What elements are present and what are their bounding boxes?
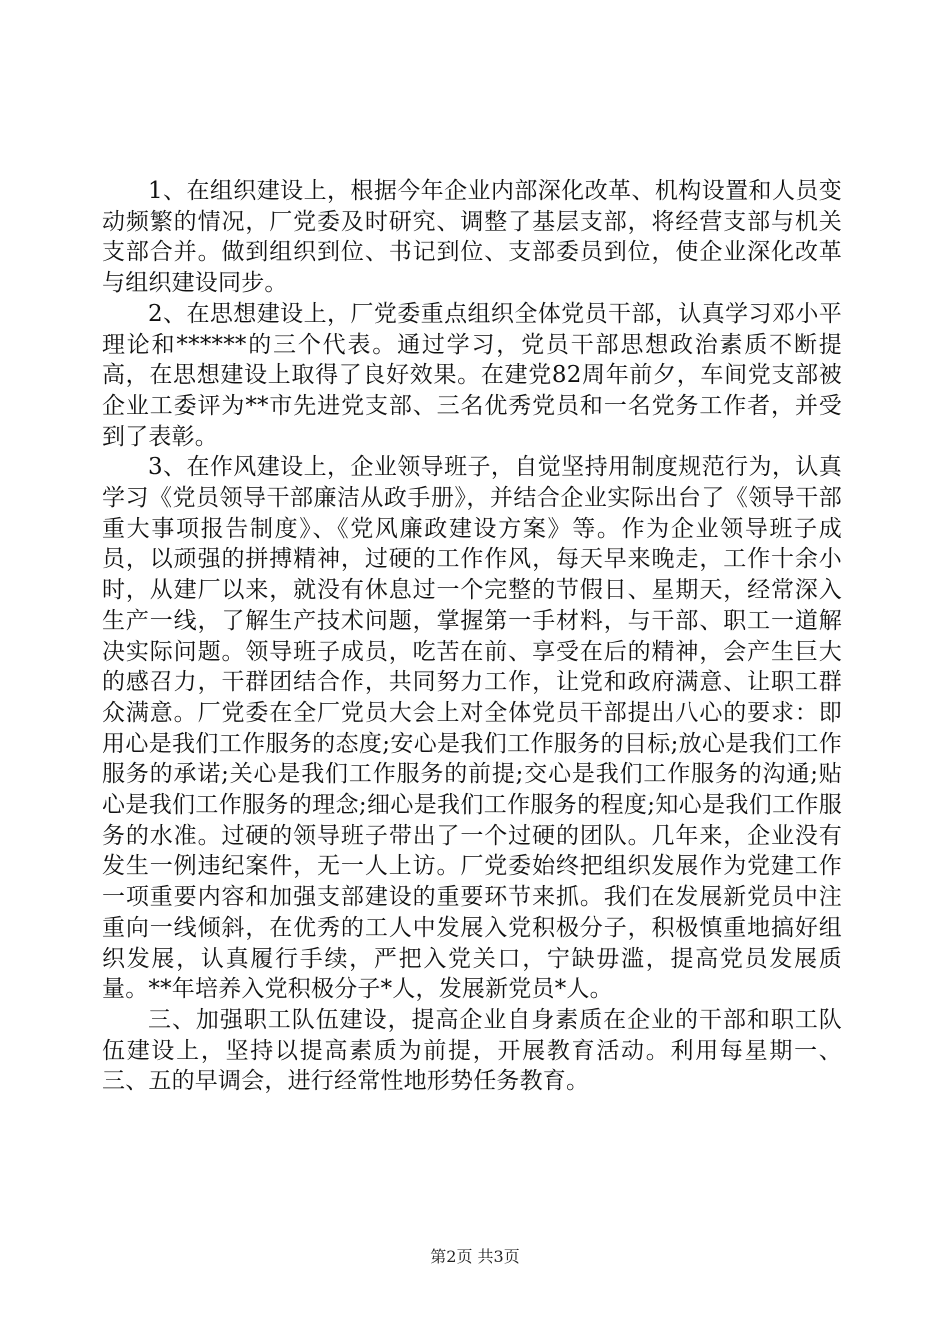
- page-footer: 第2页 共3页: [430, 1247, 520, 1266]
- document-body: [102, 176, 842, 1097]
- paragraph-ideology: 2、在思想建设上，厂党委重点组织全体党员干部，认真学习邓小平理论和******的三个代表。通过学习，党员干部思想政治素质不断提高，在思想建设上取得了良好效果。在建党82周年前夕，车间党支部被企业工委评为**市先进党支部、三名优秀党员和一名党务工作者，并受到了表彰。: [102, 300, 842, 450]
- paragraph-organization: 1、在组织建设上，根据今年企业内部深化改革、机构设置和人员变动频繁的情况，厂党委及时研究、调整了基层支部，将经营支部与机关支部合并。做到组织到位、书记到位、支部委员到位，使企业深化改革与组织建设同步。: [102, 178, 842, 297]
- paragraph-workforce: 三、加强职工队伍建设，提高企业自身素质在企业的干部和职工队伍建设上，坚持以提高素质为前提，开展教育活动。利用每星期一、三、五的早调会，进行经常性地形势任务教育。: [102, 1006, 842, 1095]
- paragraph-work-style: 3、在作风建设上，企业领导班子，自觉坚持用制度规范行为，认真学习《党员领导干部廉洁从政手册》，并结合企业实际出台了《领导干部重大事项报告制度》、《党风廉政建设方案》等。作为企业领导班子成员，以顽强的拼搏精神，过硬的工作作风，每天早来晚走，工作十余小时，从建厂以来，就没有休息过一个完整的节假日、星期天，经常深入生产一线，了解生产技术问题，掌握第一手材料，与干部、职工一道解决实际问题。领导班子成员，吃苦在前、享受在后的精神，会产生巨大的感召力，干群团结合作，共同努力工作，让党和政府满意、让职工群众满意。厂党委在全厂党员大会上对全体党员干部提出八心的要求：即用心是我们工作服务的态度;安心是我们工作服务的目标;放心是我们工作服务的承诺;关心是我们工作服务的前提;交心是我们工作服务的沟通;贴心是我们工作服务的理念;细心是我们工作服务的程度;知心是我们工作服务的水准。过硬的领导班子带出了一个过硬的团队。几年来，企业没有发生一例违纪案件，无一人上访。厂党委始终把组织发展作为党建工作一项重要内容和加强支部建设的重要环节来抓。我们在发展新党员中注重向一线倾斜，在优秀的工人中发展入党积极分子，积极慎重地搞好组织发展，认真履行手续，严把入党关口，宁缺毋滥，提高党员发展质量。**年培养入党积极分子*人，发展新党员*人。: [102, 454, 842, 1003]
